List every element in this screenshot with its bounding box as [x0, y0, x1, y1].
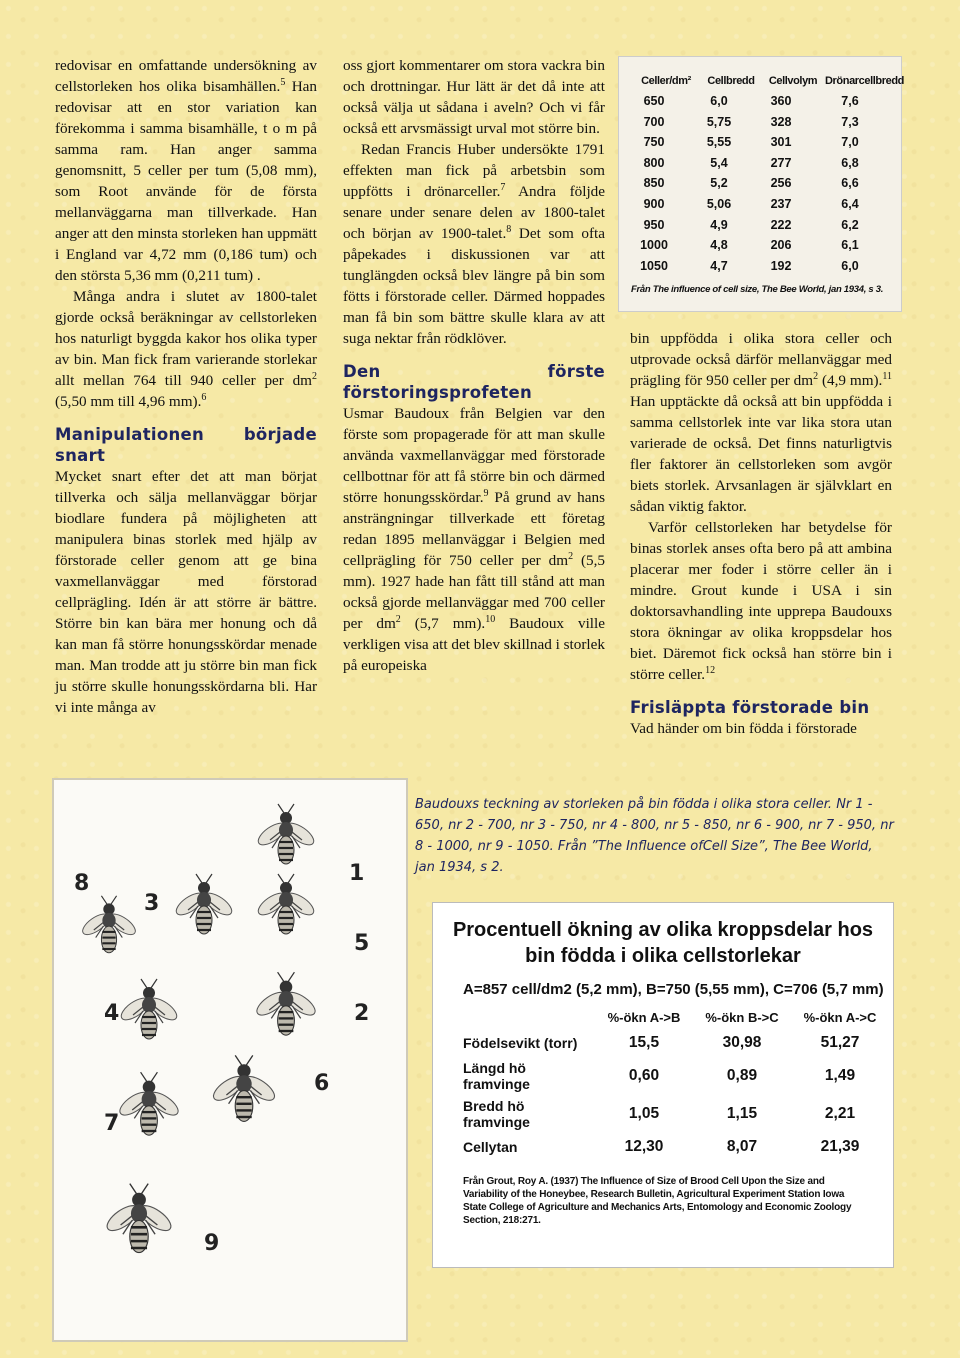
- paragraph: [343, 139, 605, 349]
- text-column-3: [630, 328, 892, 739]
- bee-number-label: 6: [314, 1071, 330, 1096]
- bee-illustration: [255, 804, 317, 864]
- bee-number-label: 2: [354, 1001, 370, 1026]
- table-cell: 4,9: [710, 217, 728, 232]
- table-row: [619, 194, 901, 215]
- figure-caption: Baudouxs teckning av storleken på bin födda i olika stora celler. Nr 1 - 650, nr 2 - 700, nr 3 - 750, nr 4 - 800, nr 5 - 850, nr 6 - 900, nr 7 - 950, nr 8 - 1000, nr 9 - 1050. Från ”The Influence ofCell Size”, The Bee World, jan 1934, s 2.: [415, 797, 894, 875]
- table-cell: 301: [770, 135, 792, 150]
- row-label: Cellytan: [463, 1139, 518, 1155]
- percent-increase-table: [432, 902, 894, 1268]
- table-cell: 360: [770, 94, 792, 108]
- table-cell: 7,3: [841, 114, 859, 129]
- table-cell: 12,30: [624, 1138, 664, 1155]
- table-row: [463, 1029, 889, 1057]
- bee-number-label: 3: [144, 891, 160, 916]
- cell-size-table: [618, 56, 902, 312]
- table-source: Från Grout, Roy A. (1937) The Influence of Size of Brood Cell Upon the Size and Variability of the Honeybee, Research Bulletin, Agricultural Experiment Station Iowa State College of Agriculture and Mechanics Arts, Entomology and Economic Zoology Section, 218:271.: [463, 1176, 852, 1226]
- table-cell: 206: [770, 238, 792, 253]
- row-label: Födelsevikt (torr): [463, 1035, 578, 1051]
- row-label: Bredd hö framvinge: [463, 1098, 530, 1130]
- section-heading: Frisläppta förstorade bin: [630, 698, 870, 717]
- bee-illustration: [173, 874, 235, 934]
- table-cell: 192: [770, 258, 792, 273]
- table-cell: 8,07: [726, 1138, 758, 1155]
- paragraph: [630, 328, 892, 517]
- table-cell: 237: [770, 196, 792, 211]
- bee-antenna: [278, 874, 294, 883]
- footnote-ref: 11: [882, 371, 892, 382]
- table-cell: 7,0: [841, 135, 859, 150]
- superscript: 2: [312, 371, 317, 382]
- table-cell: 21,39: [820, 1138, 860, 1155]
- table-cell: 2,21: [824, 1105, 856, 1122]
- paragraph: [55, 286, 317, 412]
- text-span: redovisar en omfattande undersökning av cellstorleken hos olika bisamhällen.: [55, 57, 317, 95]
- table-cell: 6,6: [841, 176, 859, 191]
- table-cell: 1,05: [628, 1105, 660, 1122]
- bee-number-label: 8: [74, 871, 90, 896]
- bee-number-label: 7: [104, 1111, 120, 1136]
- table-cell: 1000: [640, 238, 668, 253]
- table-row: [619, 235, 901, 256]
- text-span: Varför cellstorleken har betydelse för binas storlek anses ofta bero på att ambina placerar mer foder i större celler än i mindre. Grout kunde i USA i sin doktorsavhandling inte upprepa Baudouxs stora ökningar av olika kroppsdelar hos biet. Däremot fick också han större bin i större celler.: [630, 519, 892, 683]
- table-row: [619, 132, 901, 153]
- bee-number-label: 1: [349, 861, 365, 886]
- bee-antenna: [196, 874, 212, 883]
- table-row: [463, 1057, 889, 1095]
- footnote-ref: 7: [500, 182, 506, 193]
- paragraph: Mycket snart efter det att man börjat tillverka och sälja mellanväggar börjar biodlare fundera på möjligheten att manipulera binas storlek med hjälp av förstorade celler genom att ge bina vaxmellanväggar med förstorad cellprägling. Idén är att större är bättre. Större bin kan bära mer honung och då kan man få större honungsskördar menade man. Man trodde att ju större bin man fick ju större skulle honungsskördarna bli. Har vi inte många av: [55, 468, 317, 716]
- bee-illustration: [116, 1072, 181, 1135]
- bee-antenna: [278, 972, 295, 981]
- column-header: Cellbredd: [707, 75, 755, 87]
- bee-antenna: [235, 1055, 253, 1065]
- bee-antenna: [141, 1072, 158, 1081]
- table-cell: 1,15: [726, 1105, 758, 1122]
- title-line: bin födda i olika cellstorlekar: [525, 945, 801, 967]
- table-cell: 6,2: [841, 217, 859, 232]
- bee-number-label: 4: [104, 1001, 120, 1026]
- section-heading: Den förste förstoringsprofeten: [343, 362, 605, 402]
- table-cell: 30,98: [722, 1034, 762, 1051]
- column-header: Drönarcellbredd: [825, 75, 904, 87]
- bee-illustration: [253, 972, 318, 1035]
- table-cell: 222: [770, 217, 792, 232]
- paragraph: Vad händer om bin födda i förstorade: [630, 720, 857, 737]
- paragraph: [343, 403, 605, 676]
- bee-illustration: [255, 874, 317, 934]
- table-body: [463, 1029, 889, 1161]
- bee-antenna: [101, 896, 116, 905]
- bee-illustration: [79, 896, 138, 953]
- text-span: Han upptäckte då också att bin uppfödda i samma cellstorlek inte var lika stora utan varierade de också. Det finns naturligtvis fler faktorer än cellstorleken som avgör biets storlek. Arvsanlagen är självklart en sådan viktig faktor.: [630, 393, 892, 515]
- table-source: Från The influence of cell size, The Bee World, jan 1934, s 3.: [631, 284, 884, 296]
- table-row: [619, 215, 901, 236]
- table-cell: 5,75: [706, 114, 732, 129]
- table-cell: 5,55: [706, 135, 732, 150]
- table-cell: 6,0: [710, 94, 728, 108]
- text-span: Det som ofta påpekades i diskussionen var att tunglängden också blev längre på bin som fötts i förstorade celler. Därmed hoppades man få bin som bättre skulle klara av att suga nektar från rödklöver.: [343, 225, 606, 347]
- table-cell: 900: [643, 196, 665, 211]
- bee-illustration: [103, 1184, 175, 1253]
- table-cell: 277: [770, 155, 792, 170]
- table-cell: 6,1: [841, 238, 859, 253]
- text-span: Han redovisar att en stor variation kan förekomma i samma bisamhälle, t o m på samma ram. Han anger samma genomsnitt, 5 celler per tum (5,08 mm), som Root använde för de första mellanväggarna man tillverkade. Han anger att den minsta storleken han uppmätt i England var 4,72 mm (0,186 tum) och den största 5,36 mm (0,211 tum) .: [55, 78, 317, 284]
- table-cell: 5,06: [706, 196, 732, 211]
- text-column-1: [55, 55, 317, 718]
- table-header-row: [463, 1006, 889, 1029]
- bee-drawing: [52, 778, 408, 1342]
- table-row: [619, 153, 901, 174]
- table-cell: 950: [643, 217, 665, 232]
- footnote-ref: 9: [483, 488, 489, 499]
- table-row: [619, 173, 901, 194]
- table-cell: 4,8: [710, 238, 728, 253]
- table-body: [619, 91, 901, 276]
- title-line: Procentuell ökning av olika kroppsdelar hos: [452, 919, 874, 941]
- bee-illustration: [210, 1055, 278, 1121]
- bee-number-label: 5: [354, 931, 370, 956]
- table-cell: 1,49: [824, 1067, 856, 1084]
- table-row: [463, 1095, 889, 1133]
- column-header: %-ökn B->C: [705, 1010, 779, 1025]
- table-cell: 6,0: [841, 258, 859, 273]
- text-column-2: [343, 55, 605, 676]
- table-row: [619, 256, 901, 277]
- footnote-ref: 12: [705, 665, 716, 676]
- table-cell: 5,2: [710, 176, 728, 191]
- table-row: [619, 91, 901, 112]
- table-row: [619, 112, 901, 133]
- table-cell: 7,6: [841, 94, 859, 108]
- text-span: Baudoux ville verkligen visa att det blev skillnad i storlek på europeiska: [343, 615, 605, 674]
- column-header: Cellvolym: [768, 75, 818, 87]
- footnote-ref: 10: [485, 614, 496, 625]
- table-cell: 750: [643, 135, 665, 150]
- table-cell: 6,8: [841, 155, 859, 170]
- table-cell: 800: [643, 155, 665, 170]
- bee-number-label: 9: [204, 1231, 220, 1256]
- table-cell: 5,4: [710, 155, 728, 170]
- table-cell: 850: [643, 176, 665, 191]
- row-label: Längd hö framvinge: [463, 1060, 530, 1092]
- data-table: [463, 1006, 889, 1161]
- text-span: Andra följde senare under senare delen av 1800-talet och början av 1900-talet.: [343, 183, 605, 242]
- text-span: bin uppfödda i olika stora celler och utprovade också därför mellanväggar med prägling för 950 celler per dm: [630, 330, 892, 389]
- table-cell: 0,89: [726, 1067, 758, 1084]
- column-header: %-ökn A->C: [803, 1010, 877, 1025]
- table-cell: 15,5: [628, 1034, 660, 1051]
- table-cell: 700: [643, 114, 665, 129]
- bee-illustration: [118, 979, 180, 1039]
- table-cell: 6,4: [841, 196, 859, 211]
- paragraph: [55, 55, 317, 286]
- text-span: (4,9 mm).: [818, 372, 883, 389]
- bee-drawing-canvas: [54, 780, 406, 1340]
- table-subtitle: A=857 cell/dm2 (5,2 mm), B=750 (5,55 mm), C=706 (5,7 mm): [463, 981, 884, 998]
- text-span: Många andra i slutet av 1800-talet gjorde också beräkningar av cellstorleken hos naturligt byggda kakor hos olika typer av bin. Man fick fram varierande storlekar allt mellan 764 till 940 celler per dm: [55, 288, 317, 389]
- table-cell: 650: [643, 94, 665, 108]
- footnote-ref: 6: [201, 392, 207, 403]
- table-cell: 4,7: [710, 258, 728, 273]
- column-header: %-ökn A->B: [607, 1010, 681, 1025]
- column-header: Celler/dm²: [641, 75, 691, 87]
- paragraph: [630, 517, 892, 685]
- table-cell: 328: [770, 114, 792, 129]
- table-title: [433, 917, 893, 969]
- superscript: 2: [568, 551, 574, 562]
- table-row: [463, 1133, 889, 1161]
- empty-header: [463, 1006, 595, 1029]
- superscript: 2: [813, 371, 819, 382]
- text-span: Redan Francis Huber undersökte 1791 effekten man fick på arbetsbin som uppfötts i drönarceller.: [343, 141, 605, 200]
- footnote-ref: 8: [506, 224, 512, 235]
- table-cell: 256: [770, 176, 792, 191]
- text-span: (5,5 mm). 1927 hade han fått till stånd att man också gjorde mellanväggar med 700 celler per dm: [343, 552, 606, 632]
- table-cell: 51,27: [820, 1034, 860, 1051]
- text-span: Usmar Baudoux från Belgien var den förste som propagerade för att man skulle använda vaxmellanväggar med förstorade cellbottnar för att få större bin och därmed större honungsskördar.: [343, 405, 605, 506]
- section-heading: Manipulationen började snart: [55, 425, 317, 465]
- text-span: På grund av hans ansträngningar tillverkade ett företag redan 1895 mellanväggar i Belgien med cellprägling för 750 celler per dm: [343, 489, 606, 569]
- paragraph: oss gjort kommentarer om stora vackra bin och drottningar. Hur lätt är det då inte att också välja ut sådana i aveln? Och vi får också ett arvsmässigt urval mot större bin.: [343, 57, 605, 137]
- footnote-ref: 5: [280, 77, 286, 88]
- bee-antenna: [141, 979, 157, 988]
- superscript: 2: [395, 614, 401, 625]
- bee-antenna: [278, 804, 294, 813]
- bee-antenna: [130, 1184, 148, 1194]
- table-header: [619, 57, 904, 91]
- text-span: (5,50 mm till 4,96 mm).: [55, 393, 202, 410]
- text-span: (5,7 mm).: [400, 615, 486, 632]
- table-cell: 1050: [640, 258, 668, 273]
- table-cell: 0,60: [628, 1067, 660, 1084]
